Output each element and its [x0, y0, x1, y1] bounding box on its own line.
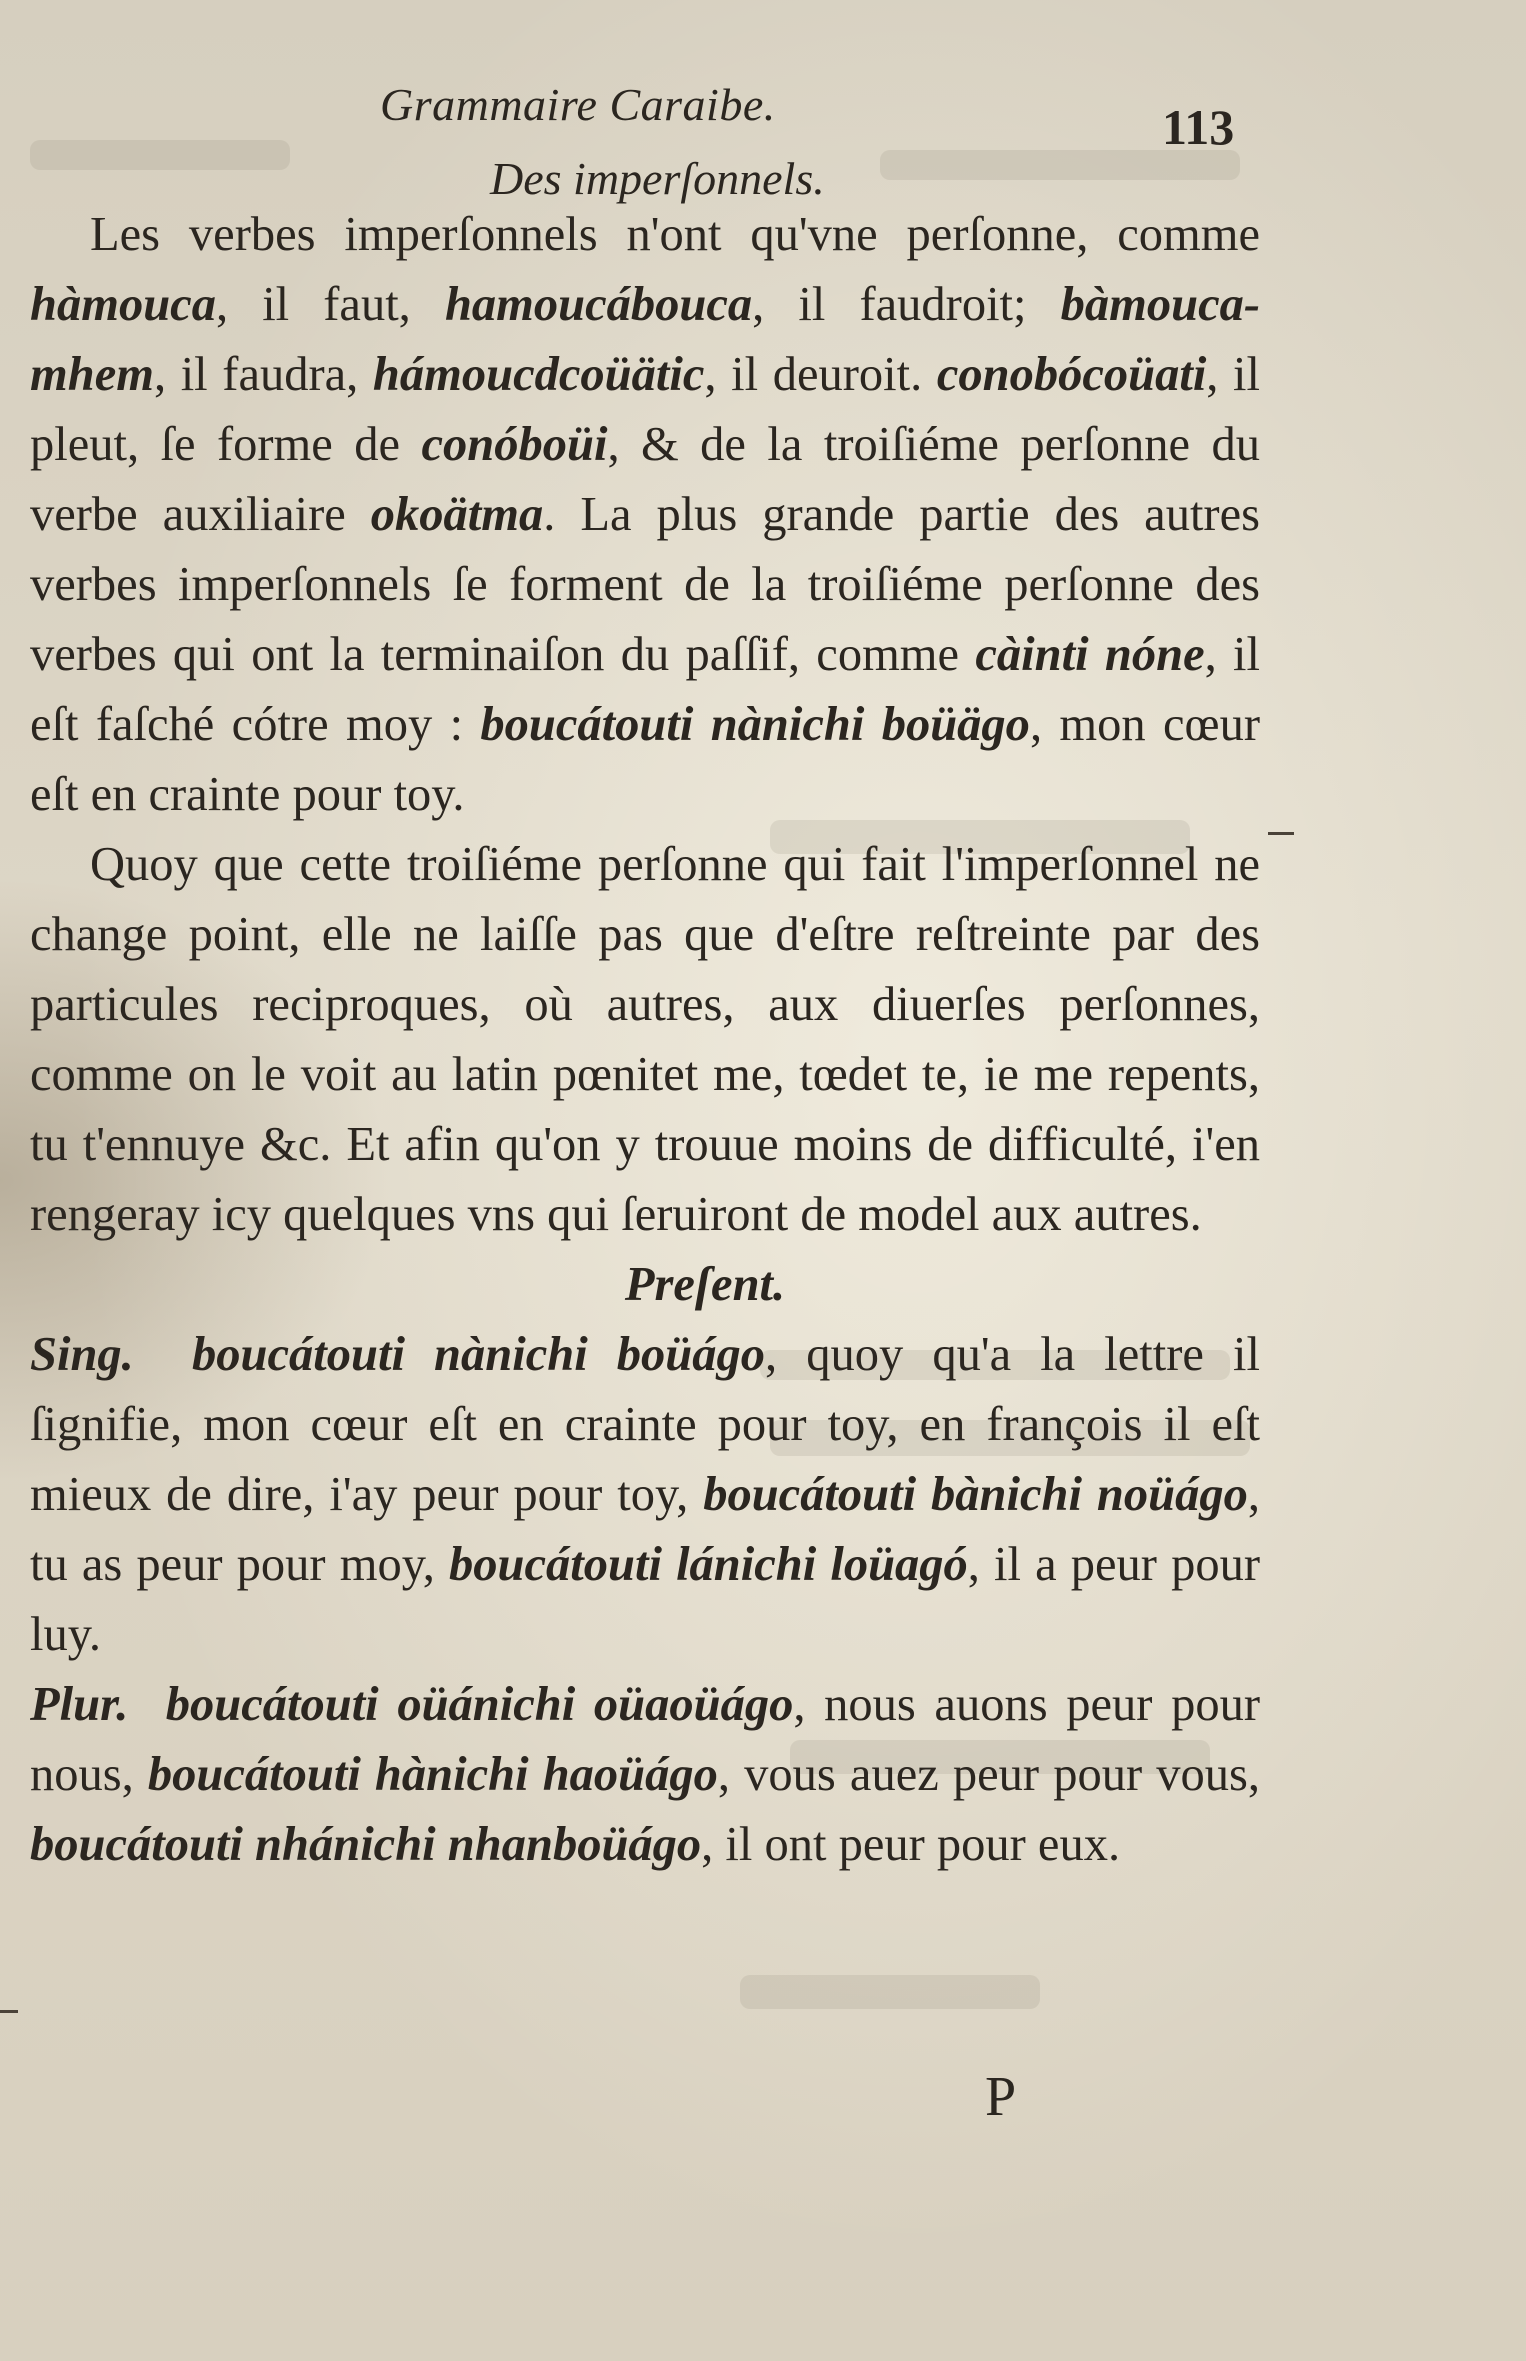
- text-run: , quoy qu'a la lettre il ſignifie, mon cœur eſt en crainte pour toy, en françois il eſt mieux de dire, i'ay peur pour toy,: [30, 1328, 1260, 1521]
- text-run: , il ont peur pour eux.: [701, 1818, 1121, 1871]
- text-run: , il pleut, ſe forme de: [30, 348, 1261, 471]
- carib-term: bàmouca-mhem: [30, 278, 1261, 401]
- text-run: , il faut,: [215, 278, 445, 331]
- carib-term: okoätma: [370, 488, 544, 541]
- text-run: , il faudroit;: [752, 278, 1061, 331]
- text-run: , nous auons peur pour nous,: [30, 1678, 1261, 1801]
- text-run: , & de la troiſiéme perſonne du verbe auxiliaire: [30, 418, 1261, 541]
- text-run: , il eſt faſché cótre moy :: [30, 628, 1261, 751]
- carib-term: conobócoüati: [936, 348, 1207, 401]
- tense-heading: Preſent.: [624, 1258, 786, 1311]
- carib-term: boucátouti oüánichi oüaoüágo: [165, 1678, 794, 1731]
- section-title: Des imperſonnels.: [490, 153, 825, 204]
- paragraph-reciprocal-particles: Quoy que cette troiſiéme perſonne qui fait l'imperſonnel ne change point, elle ne laiſſe pas que d'eſtre reſtreinte par des particules reciproques, où autres, aux diuerſes perſonnes, comme on le voit au latin pœnitet me, tœdet te, ie me repents, tu t'ennuye &c. Et afin qu'on y trouue moins de difficulté, i'en rengeray icy quelques vns qui ſeruiront de model aux autres.: [30, 838, 1260, 1241]
- number-label: Plur.: [30, 1678, 129, 1731]
- carib-term: boucátouti lánichi loüagó: [449, 1538, 968, 1591]
- carib-term: boucátouti bànichi noüágo: [703, 1468, 1248, 1521]
- text-run: Les verbes imperſonnels n'ont qu'vne perſonne, comme: [90, 208, 1260, 261]
- carib-term: boucátouti nhánichi nhanboüágo: [30, 1818, 702, 1871]
- running-head: Grammaire Caraibe.: [380, 79, 776, 130]
- text-run: , tu as peur pour moy,: [30, 1468, 1260, 1591]
- conjugation-singular: [30, 1320, 1260, 1670]
- carib-term: boucátouti nànichi boüägo: [480, 698, 1030, 751]
- text-run: , mon cœur eſt en crainte pour toy.: [30, 698, 1260, 821]
- text-run: , il deuroit.: [704, 348, 937, 401]
- carib-term: hàmouca: [30, 278, 216, 331]
- carib-term: hamoucábouca: [444, 278, 753, 331]
- text-run: , vous auez peur pour vous,: [717, 1748, 1260, 1801]
- text-run: , il a peur pour luy.: [30, 1538, 1260, 1661]
- text-run: , il faudra,: [153, 348, 373, 401]
- page-number: 113: [1162, 99, 1235, 155]
- carib-term: boucátouti hànichi haoüágo: [147, 1748, 718, 1801]
- catchword: P: [985, 2066, 1017, 2128]
- text-run: . La plus grande partie des autres verbes imperſonnels ſe forment de la troiſiéme perſonne des verbes qui ont la terminaiſon du paſſif, comme: [30, 488, 1260, 681]
- carib-term: hámoucdcoüätic: [372, 348, 705, 401]
- margin-mark: [1268, 832, 1294, 835]
- carib-term: conóboüi: [421, 418, 608, 471]
- carib-term: boucátouti nànichi boüágo: [192, 1328, 765, 1381]
- conjugation-plural: [30, 1670, 1260, 1880]
- margin-mark: [0, 2010, 18, 2013]
- paragraph-impersonal-verbs: [30, 200, 1260, 830]
- carib-term: càinti nóne: [975, 628, 1205, 681]
- body-text: [30, 200, 1260, 1880]
- number-label: Sing.: [30, 1328, 134, 1381]
